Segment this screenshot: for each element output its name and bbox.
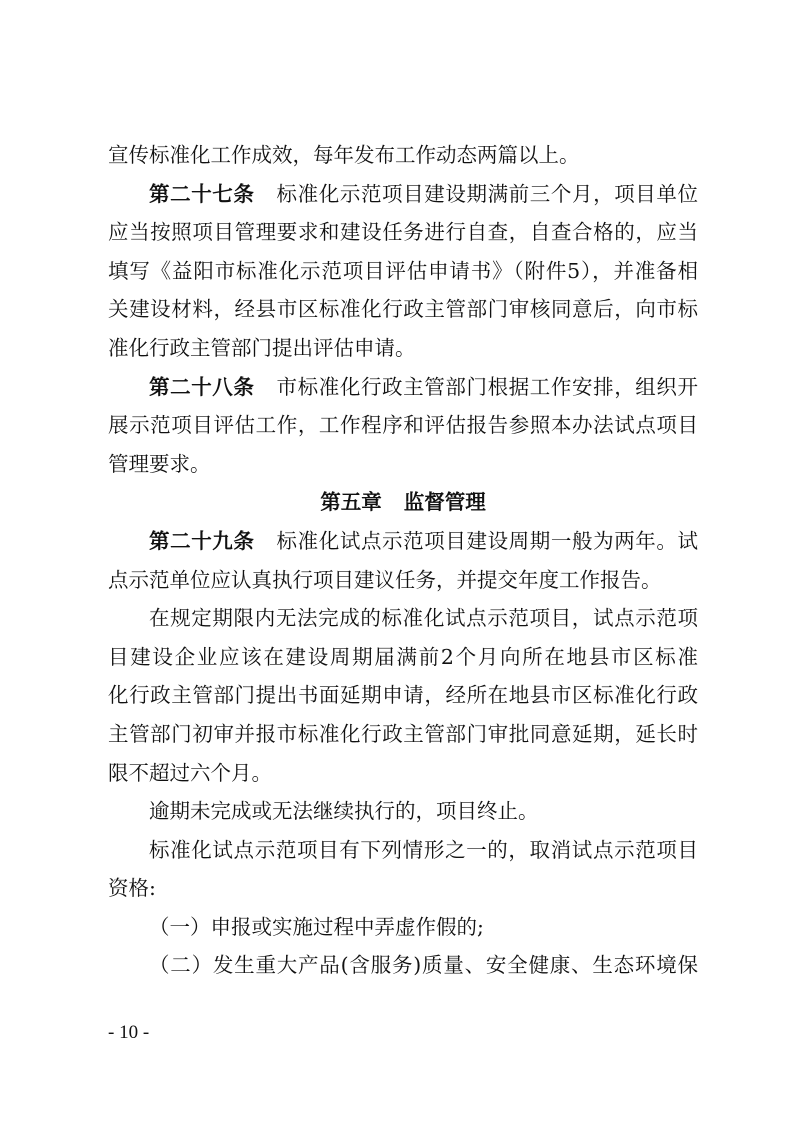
chapter-heading <box>108 483 698 522</box>
document-body <box>108 136 698 985</box>
chapter-title: 监督管理 <box>403 490 486 515</box>
paragraph-line: 展示范项目评估工作，工作程序和评估报告参照本办法试点项目 <box>108 413 698 438</box>
article-number: 第二十九条 <box>149 528 255 553</box>
paragraph-line: 逾期未完成或无法继续执行的，项目终止。 <box>149 799 539 824</box>
article-text: 标准化示范项目建设期满前三个月，项目单位 <box>276 181 698 206</box>
paragraph-line: 在规定期限内无法完成的标准化试点示范项目，试点示范项 <box>149 606 698 631</box>
article-number: 第二十七条 <box>149 181 255 206</box>
paragraph-line: 管理要求。 <box>108 451 211 476</box>
list-item: （二）发生重大产品(含服务)质量、安全健康、生态环境保 <box>149 953 698 978</box>
paragraph-line: 化行政主管部门提出书面延期申请，经所在地县市区标准化行政 <box>108 683 698 708</box>
paragraph-line: 填写《益阳市标准化示范项目评估申请书》（附件5），并准备相 <box>108 258 698 283</box>
paragraph-line: 应当按照项目管理要求和建设任务进行自查，自查合格的，应当 <box>108 220 698 245</box>
chapter-number: 第五章 <box>320 490 382 515</box>
paragraph-line: 宣传标准化工作成效，每年发布工作动态两篇以上。 <box>108 143 580 167</box>
paragraph-line: 关建设材料，经县市区标准化行政主管部门审核同意后，向市标 <box>108 297 698 322</box>
page-number: - 10 - <box>108 1022 150 1043</box>
paragraph-line: 资格: <box>108 876 156 901</box>
paragraph-line: 主管部门初审并报市标准化行政主管部门审批同意延期，延长时 <box>108 721 698 746</box>
paragraph-line: 点示范单位应认真执行项目建议任务，并提交年度工作报告。 <box>108 567 662 592</box>
paragraph-line: 标准化试点示范项目有下列情形之一的，取消试点示范项目 <box>149 837 698 862</box>
article-number: 第二十八条 <box>149 374 255 399</box>
paragraph-line: 准化行政主管部门提出评估申请。 <box>108 335 416 360</box>
list-item: （一）申报或实施过程中弄虚作假的; <box>149 914 484 939</box>
paragraph-line: 目建设企业应该在建设周期届满前2个月向所在地县市区标准 <box>108 644 698 669</box>
article-27 <box>108 175 698 214</box>
article-text: 标准化试点示范项目建设周期一般为两年。试 <box>276 528 698 553</box>
paragraph-line: 限不超过六个月。 <box>108 760 272 785</box>
article-28 <box>108 368 698 407</box>
article-text: 市标准化行政主管部门根据工作安排，组织开 <box>276 374 698 399</box>
article-29 <box>108 522 698 561</box>
